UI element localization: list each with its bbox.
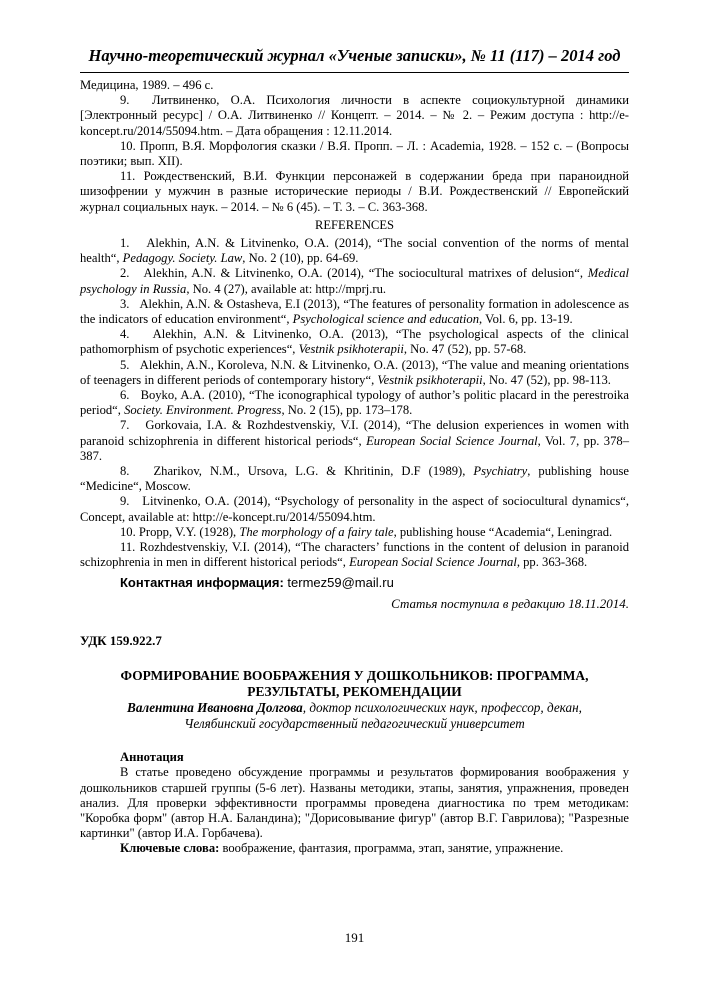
header-rule (80, 72, 629, 73)
en-ref-11: 11. Rozhdestvenskiy, V.I. (2014), “The characters’ functions in the content of delusion in paranoid schizophrenia in men in different historical periods“, European Social Science Journal, pp. 363-368. (80, 540, 629, 570)
author-line (80, 700, 629, 716)
article-title: ФОРМИРОВАНИЕ ВООБРАЖЕНИЯ У ДОШКОЛЬНИКОВ: ПРОГРАММА, РЕЗУЛЬТАТЫ, РЕКОМЕНДАЦИИ (120, 668, 589, 700)
ru-ref-11: 11. Рождественский, В.И. Функции персонажей в содержании бреда при параноидной шизофрении у мужчин в разные исторические периоды / В.И. Рождественский // Европейский журнал социальных наук. – 2014. – № 6 (45). – Т. 3. – С. 363-368. (80, 169, 629, 214)
ru-ref-9: 9. Литвиненко, О.А. Психология личности в аспекте социокультурной динамики [Электронный ресурс] / О.А. Литвиненко // Концепт. – 2014. – № 2. – Режим доступа : http://e-koncept.ru/2014/55094.htm. – Дата обращения : 12.11.2014. (80, 93, 629, 138)
references-heading: REFERENCES (314, 217, 395, 232)
received-date: Статья поступила в редакцию 18.11.2014. (391, 595, 629, 611)
annotation-text: В статье проведено обсуждение программы и результатов формирования воображения у дошкольников старшей группы (5-6 лет). Названы методики, этапы, занятия, упражнения, проведен анализ. Для проверки эффективности программы проведена диагностика по трем методикам: "Коробка форм" (автор Н.А. Баландина); "Дорисовывание фигур" (автор В.Г. Гаврилова); "Разрезные картинки" (автор И.А. Горбачева). (80, 765, 629, 841)
keywords-text: воображение, фантазия, программа, этап, занятие, упражнение. (219, 841, 564, 856)
en-ref-3: 3. Alekhin, A.N. & Ostasheva, E.I (2013), “The features of personality formation in adolescence as the indicators of education environment“, Psychological science and education, Vol. 6, pp. 13-19. (80, 296, 629, 327)
contact-info (80, 575, 629, 590)
author-info: , доктор психологических наук, профессор, декан, (302, 700, 582, 716)
annotation-heading: Аннотация (120, 750, 184, 765)
journal-header: Научно-теоретический журнал «Ученые записки», № 11 (117) – 2014 год (88, 46, 621, 65)
keywords-label: Ключевые слова: (120, 841, 220, 856)
en-ref-7: 7. Gorkovaia, I.A. & Rozhdestvenskiy, V.I. (2014), “The delusion experiences in women with paranoid schizophrenia in different historical periods“, European Social Science Journal, Vol. 7, pp. 378–387. (80, 418, 629, 463)
en-ref-1: 1. Alekhin, A.N. & Litvinenko, O.A. (2014), “The social convention of the norms of mental health“, Pedagogy. Society. Law, No. 2 (10), pp. 64-69. (80, 236, 629, 266)
en-ref-4: 4. Alekhin, A.N. & Litvinenko, O.A. (2013), “The psychological aspects of the clinical pathomorphism of psychotic experiences“, Vestnik psikhoterapii, No. 47 (52), pp. 57-68. (80, 327, 629, 357)
en-ref-10: 10. Propp, V.Y. (1928), The morphology of a fairy tale, publishing house “Academia“, Leningrad. (120, 524, 613, 539)
en-ref-2: 2. Alekhin, A.N. & Litvinenko, O.A. (2014), “The sociocultural matrixes of delusion“, Medical psychology in Russia, No. 4 (27), available at: http://mprj.ru. (80, 266, 629, 296)
en-ref-5: 5. Alekhin, A.N., Koroleva, N.N. & Litvinenko, O.A. (2013), “The value and meaning orientations of teenagers in different periods of contemporary history“, Vestnik psikhoterapii, No. 47 (52), pp. 98-113. (80, 357, 629, 387)
ru-ref-10: 10. Пропп, В.Я. Морфология сказки / В.Я. Пропп. – Л. : Academia, 1928. – 152 с. – (Вопросы поэтики; вып. XII). (80, 138, 629, 169)
page-body (80, 78, 629, 857)
page-number: 191 (344, 930, 365, 945)
en-ref-6: 6. Boyko, A.A. (2010), “The iconographical typology of author’s politic placard in the perestroika period“, Society. Environment. Progress, No. 2 (15), pp. 173–178. (80, 388, 629, 418)
author-name: Валентина Ивановна Долгова (127, 700, 303, 716)
en-ref-9: 9. Litvinenko, O.A. (2014), “Psychology of personality in the aspect of sociocultural dynamics“, Concept, available at: http://e-koncept.ru/2014/55094.htm. (80, 494, 629, 524)
keywords (80, 841, 629, 856)
ref-continuation: Медицина, 1989. – 496 с. (80, 78, 214, 92)
udk-code: УДК 159.922.7 (80, 632, 162, 648)
author-affiliation: Челябинский государственный педагогический университет (184, 716, 525, 732)
contact-email[interactable]: termez59@mail.ru (283, 574, 394, 590)
en-ref-8: 8. Zharikov, N.M., Ursova, L.G. & Khritinin, D.F (1989), Psychiatry, publishing house “Medicine“, Moscow. (80, 464, 629, 494)
contact-label: Контактная информация: (120, 574, 284, 590)
